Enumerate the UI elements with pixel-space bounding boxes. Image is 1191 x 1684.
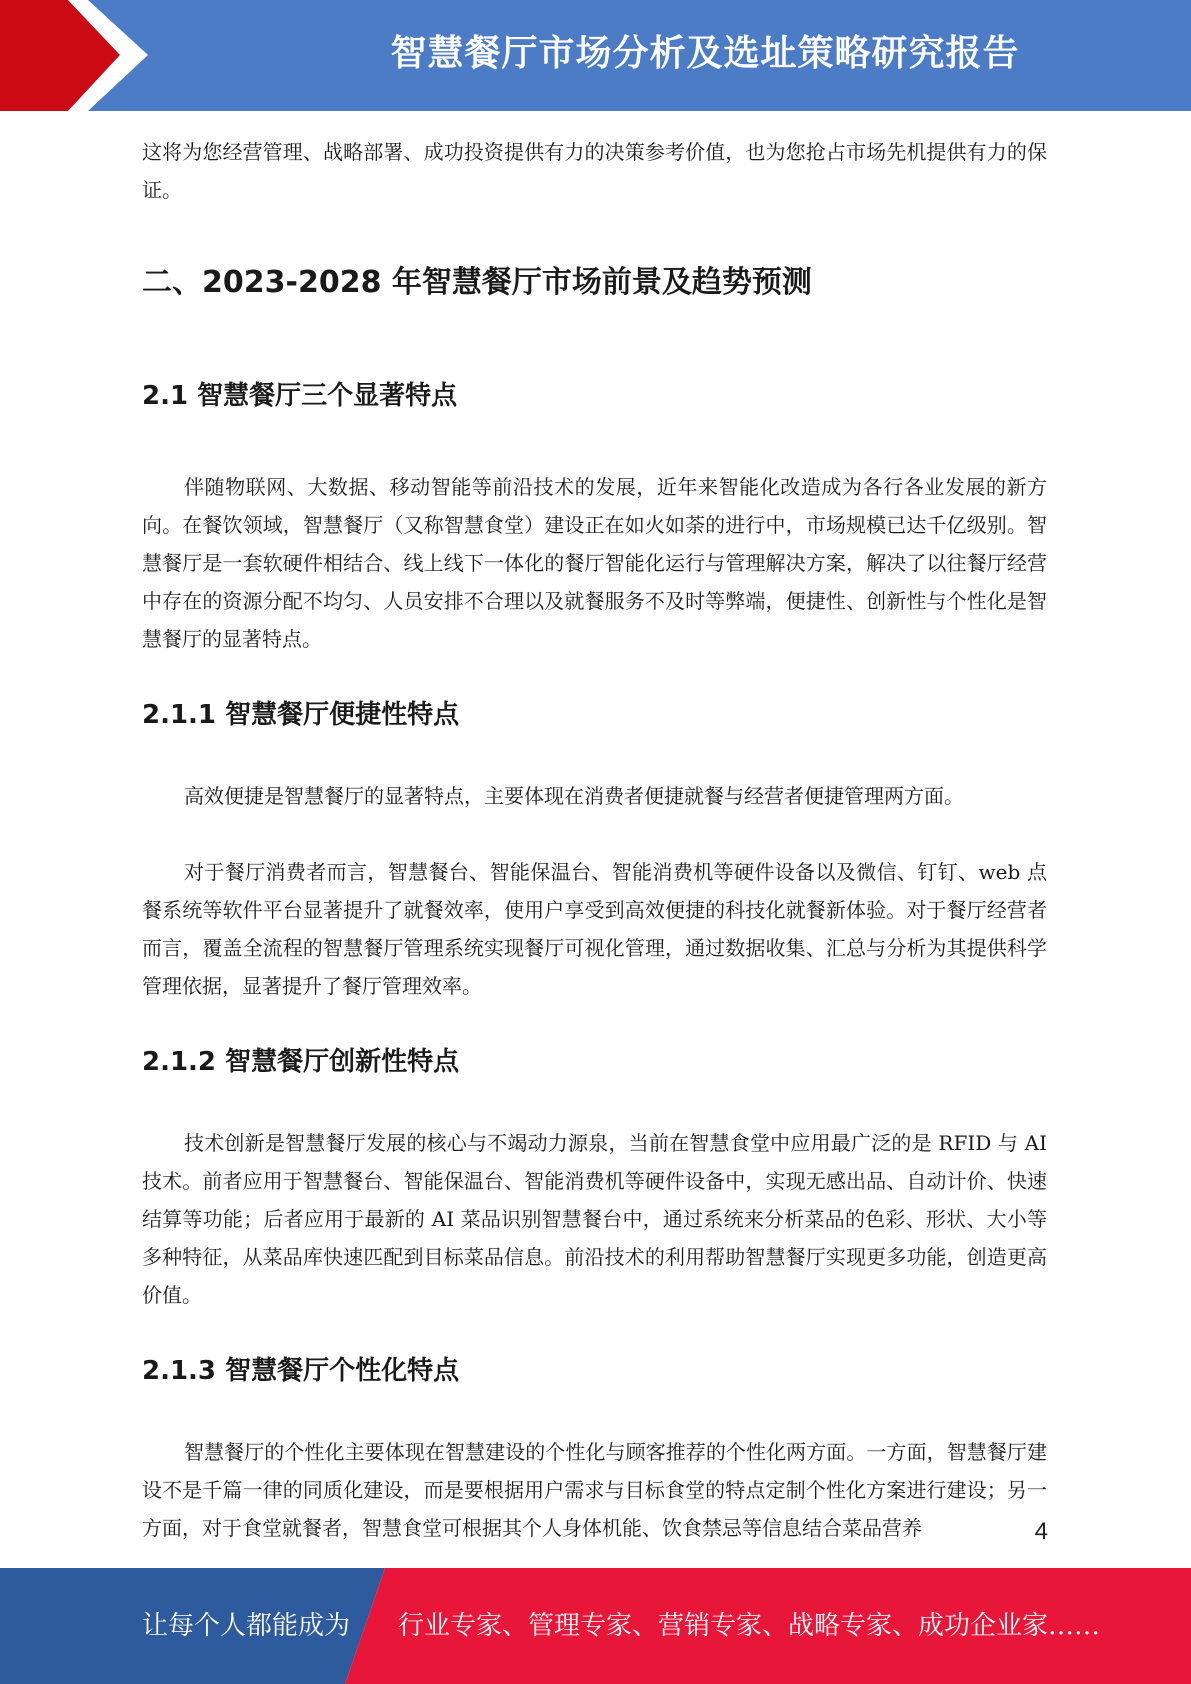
page-header — [0, 0, 1191, 111]
page-content — [142, 133, 1047, 1547]
report-title: 智慧餐厅市场分析及选址策略研究报告 — [390, 33, 1020, 74]
section-2-1-1-paragraph-2: 对于餐厅消费者而言，智慧餐台、智能保温台、智能消费机等硬件设备以及微信、钉钉、web 点餐系统等软件平台显著提升了就餐效率，使用户享受到高效便捷的科技化就餐新体验。对于餐厅经营者而言，覆盖全流程的智慧餐厅管理系统实现餐厅可视化管理，通过数据收集、汇总与分析为其提供科学管理依据，显著提升了餐厅管理效率。 — [142, 860, 1047, 998]
page-number: 4 — [1034, 1518, 1048, 1545]
section-2-1-1-paragraph-1: 高效便捷是智慧餐厅的显著特点，主要体现在消费者便捷就餐与经营者便捷管理两方面。 — [184, 784, 964, 808]
header-arrow-decoration — [0, 0, 170, 111]
intro-paragraph: 这将为您经营管理、战略部署、成功投资提供有力的决策参考价值，也为您抢占市场先机提供有力的保证。 — [142, 140, 1047, 202]
section-2-1-heading: 2.1 智慧餐厅三个显著特点 — [142, 381, 458, 411]
section-2-1-3-heading: 2.1.3 智慧餐厅个性化特点 — [142, 1356, 460, 1386]
section-2-heading: 二、2023-2028 年智慧餐厅市场前景及趋势预测 — [142, 265, 812, 300]
section-2-1-2-heading: 2.1.2 智慧餐厅创新性特点 — [142, 1047, 460, 1077]
section-2-1-paragraph: 伴随物联网、大数据、移动智能等前沿技术的发展，近年来智能化改造成为各行各业发展的新方向。在餐饮领域，智慧餐厅（又称智慧食堂）建设正在如火如荼的进行中，市场规模已达千亿级别。智慧餐厅是一套软硬件相结合、线上线下一体化的餐厅智能化运行与管理解决方案，解决了以往餐厅经营中存在的资源分配不均匀、人员安排不合理以及就餐服务不及时等弊端，便捷性、创新性与个性化是智慧餐厅的显著特点。 — [142, 475, 1047, 651]
page-footer — [0, 1568, 1191, 1684]
footer-slogan-left: 让每个人都能成为 — [142, 1611, 351, 1641]
section-2-1-2-paragraph: 技术创新是智慧餐厅发展的核心与不竭动力源泉，当前在智慧食堂中应用最广泛的是 RFID 与 AI 技术。前者应用于智慧餐台、智能保温台、智能消费机等硬件设备中，实现无感出品、自动计价、快速结算等功能；后者应用于最新的 AI 菜品识别智慧餐台中，通过系统来分析菜品的色彩、形状、大小等多种特征，从菜品库快速匹配到目标菜品信息。前沿技术的利用帮助智慧餐厅实现更多功能，创造更高价值。 — [142, 1131, 1047, 1307]
section-2-1-1-heading: 2.1.1 智慧餐厅便捷性特点 — [142, 700, 460, 730]
section-2-1-3-paragraph: 智慧餐厅的个性化主要体现在智慧建设的个性化与顾客推荐的个性化两方面。一方面，智慧餐厅建设不是千篇一律的同质化建设，而是要根据用户需求与目标食堂的特点定制个性化方案进行建设；另一方面，对于食堂就餐者，智慧食堂可根据其个人身体机能、饮食禁忌等信息结合菜品营养 — [142, 1440, 1047, 1540]
footer-slogan-right: 行业专家、管理专家、营销专家、战略专家、成功企业家…… — [398, 1611, 1101, 1641]
